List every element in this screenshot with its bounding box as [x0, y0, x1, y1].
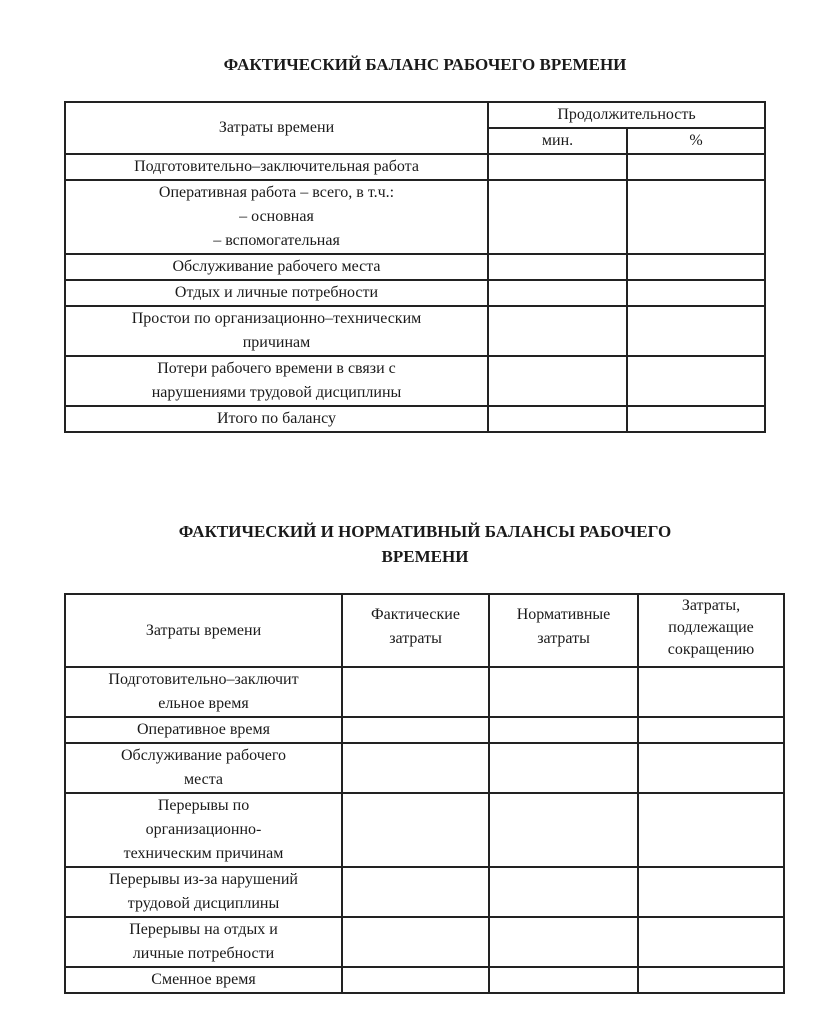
cell-percent[interactable]	[627, 180, 765, 254]
cell-minutes[interactable]	[488, 356, 627, 406]
row-label: Обслуживание рабочего места	[65, 743, 342, 793]
cell-actual[interactable]	[342, 793, 489, 867]
cell-percent[interactable]	[627, 280, 765, 306]
cell-normative[interactable]	[489, 967, 638, 993]
cell-reducible[interactable]	[638, 667, 784, 717]
cell-percent[interactable]	[627, 154, 765, 180]
row-label: Перерывы по организационно- техническим причинам	[65, 793, 342, 867]
header-duration: Продолжительность	[488, 102, 765, 128]
cell-reducible[interactable]	[638, 743, 784, 793]
cell-normative[interactable]	[489, 867, 638, 917]
cell-minutes[interactable]	[488, 154, 627, 180]
cell-reducible[interactable]	[638, 717, 784, 743]
header-expense: Затраты времени	[65, 102, 488, 154]
header-percent: %	[627, 128, 765, 154]
row-label: Оперативная работа – всего, в т.ч.: – основная – вспомогательная	[65, 180, 488, 254]
cell-actual[interactable]	[342, 867, 489, 917]
cell-minutes[interactable]	[488, 254, 627, 280]
cell-reducible[interactable]	[638, 867, 784, 917]
cell-percent[interactable]	[627, 406, 765, 432]
row-label: Перерывы на отдых и личные потребности	[65, 917, 342, 967]
row-label-shift: Сменное время	[65, 967, 342, 993]
header-actual: Фактические затраты	[342, 594, 489, 667]
actual-vs-normative-table	[64, 593, 785, 994]
row-label: Отдых и личные потребности	[65, 280, 488, 306]
row-label: Перерывы из-за нарушений трудовой дисциплины	[65, 867, 342, 917]
header-reducible: Затраты, подлежащие сокращению	[638, 594, 784, 667]
cell-actual[interactable]	[342, 667, 489, 717]
cell-minutes[interactable]	[488, 306, 627, 356]
cell-normative[interactable]	[489, 717, 638, 743]
table1-title: ФАКТИЧЕСКИЙ БАЛАНС РАБОЧЕГО ВРЕМЕНИ	[223, 55, 627, 74]
cell-reducible[interactable]	[638, 967, 784, 993]
cell-percent[interactable]	[627, 254, 765, 280]
header-expense: Затраты времени	[65, 594, 342, 667]
row-label: Потери рабочего времени в связи с нарушениями трудовой дисциплины	[65, 356, 488, 406]
header-minutes: мин.	[488, 128, 627, 154]
cell-normative[interactable]	[489, 667, 638, 717]
cell-actual[interactable]	[342, 917, 489, 967]
cell-minutes[interactable]	[488, 406, 627, 432]
cell-normative[interactable]	[489, 793, 638, 867]
header-normative: Нормативные затраты	[489, 594, 638, 667]
row-label: Подготовительно–заключительная работа	[65, 154, 488, 180]
row-label: Подготовительно–заключит ельное время	[65, 667, 342, 717]
cell-percent[interactable]	[627, 356, 765, 406]
row-label-total: Итого по балансу	[65, 406, 488, 432]
actual-balance-table	[64, 101, 766, 433]
cell-actual[interactable]	[342, 967, 489, 993]
row-label: Обслуживание рабочего места	[65, 254, 488, 280]
cell-minutes[interactable]	[488, 180, 627, 254]
row-label: Простои по организационно–техническим причинам	[65, 306, 488, 356]
cell-normative[interactable]	[489, 743, 638, 793]
table2-title: ФАКТИЧЕСКИЙ И НОРМАТИВНЫЙ БАЛАНСЫ РАБОЧЕГО ВРЕМЕНИ	[178, 522, 672, 566]
cell-reducible[interactable]	[638, 793, 784, 867]
cell-actual[interactable]	[342, 717, 489, 743]
cell-normative[interactable]	[489, 917, 638, 967]
cell-actual[interactable]	[342, 743, 489, 793]
row-label: Оперативное время	[65, 717, 342, 743]
cell-reducible[interactable]	[638, 917, 784, 967]
cell-minutes[interactable]	[488, 280, 627, 306]
cell-percent[interactable]	[627, 306, 765, 356]
